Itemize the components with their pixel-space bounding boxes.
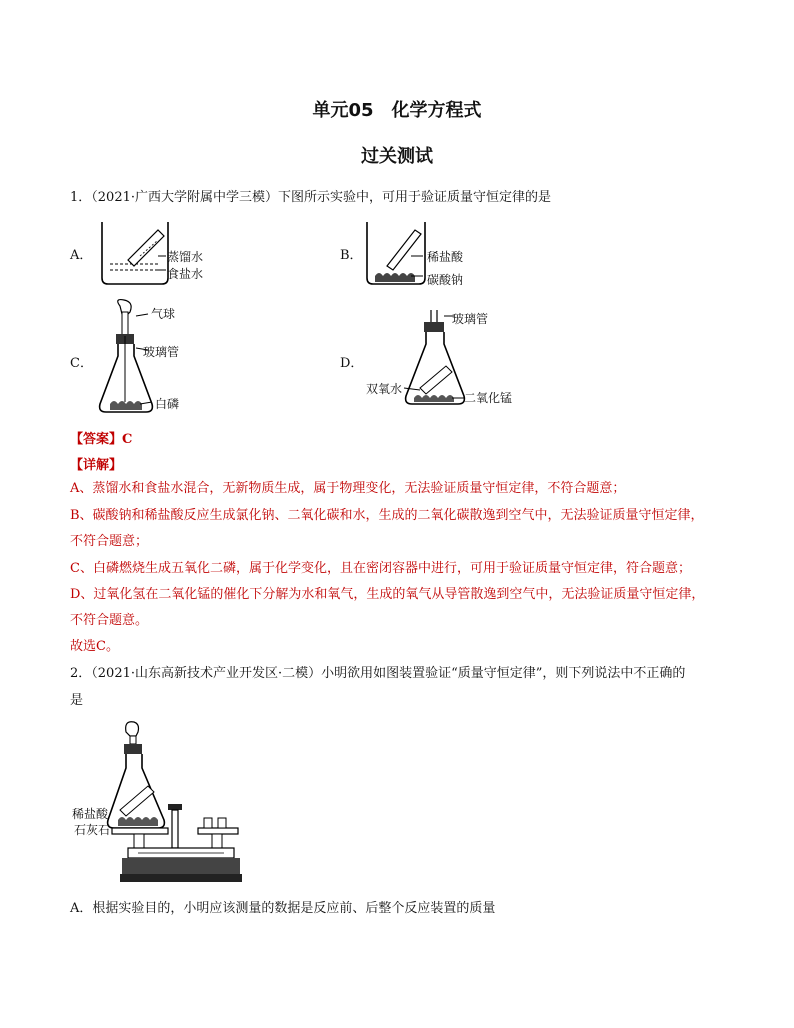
beaker-b-illustration — [365, 220, 427, 286]
label-dilute-hcl: 稀盐酸 — [427, 250, 464, 264]
answer-tag: 【答案】C — [70, 432, 133, 447]
label-glass-tube-c: 玻璃管 — [143, 345, 180, 359]
label-q2-dilute-hcl: 稀盐酸 — [72, 807, 109, 821]
question-1-stem: 1．（2021·广西大学附属中学三模）下图所示实验中，可用于验证质量守恒定律的是 — [70, 190, 551, 205]
explanation-line-a: A、蒸馏水和食盐水混合，无新物质生成，属于物理变化，无法验证质量守恒定律，不符合题意； — [70, 481, 626, 496]
label-hydrogen-peroxide: 双氧水 — [366, 382, 403, 396]
option-a-letter: A． — [70, 248, 93, 263]
question-2-option-a: A．根据实验目的，小明应该测量的数据是反应前、后整个反应装置的质量 — [70, 901, 496, 916]
label-salt-water: 食盐水 — [167, 267, 204, 281]
option-c-letter: C． — [70, 356, 93, 371]
explanation-line-d: D、过氧化氢在二氧化锰的催化下分解为水和氧气，生成的氧气从导管散逸到空气中，无法验证质量守恒定律， — [70, 587, 705, 602]
page-title: 单元05 化学方程式 — [312, 100, 482, 121]
detail-tag: 【详解】 — [70, 458, 123, 473]
question-2-stem-line2: 是 — [70, 693, 84, 708]
label-balloon: 气球 — [151, 307, 176, 321]
final-choice: 故选C。 — [70, 639, 119, 654]
explanation-line-d-cont: 不符合题意。 — [70, 613, 149, 628]
label-white-phosphorus: 白磷 — [155, 397, 180, 411]
beaker-a-illustration — [100, 220, 170, 286]
label-limestone: 石灰石 — [74, 823, 111, 837]
label-manganese-dioxide: 二氧化锰 — [464, 391, 513, 405]
label-glass-tube-d: 玻璃管 — [452, 312, 489, 326]
option-d-letter: D． — [340, 356, 364, 371]
page-subtitle: 过关测试 — [361, 146, 433, 167]
explanation-line-b-cont: 不符合题意； — [70, 534, 149, 549]
option-b-letter: B． — [340, 248, 363, 263]
question-2-stem-line1: 2．（2021·山东高新技术产业开发区·二模）小明欲用如图装置验证“质量守恒定律”，则下列说法中不正确的 — [70, 666, 686, 681]
explanation-line-b: B、碳酸钠和稀盐酸反应生成氯化钠、二氧化碳和水，生成的二氧化碳散逸到空气中，无法验证质量守恒定律， — [70, 508, 704, 523]
label-distilled-water: 蒸馏水 — [167, 250, 204, 264]
explanation-line-c: C、白磷燃烧生成五氧化二磷，属于化学变化，且在密闭容器中进行，可用于验证质量守恒定律，符合题意； — [70, 561, 691, 576]
balance-apparatus-illustration — [118, 720, 248, 886]
label-sodium-carbonate: 碳酸钠 — [427, 273, 464, 287]
